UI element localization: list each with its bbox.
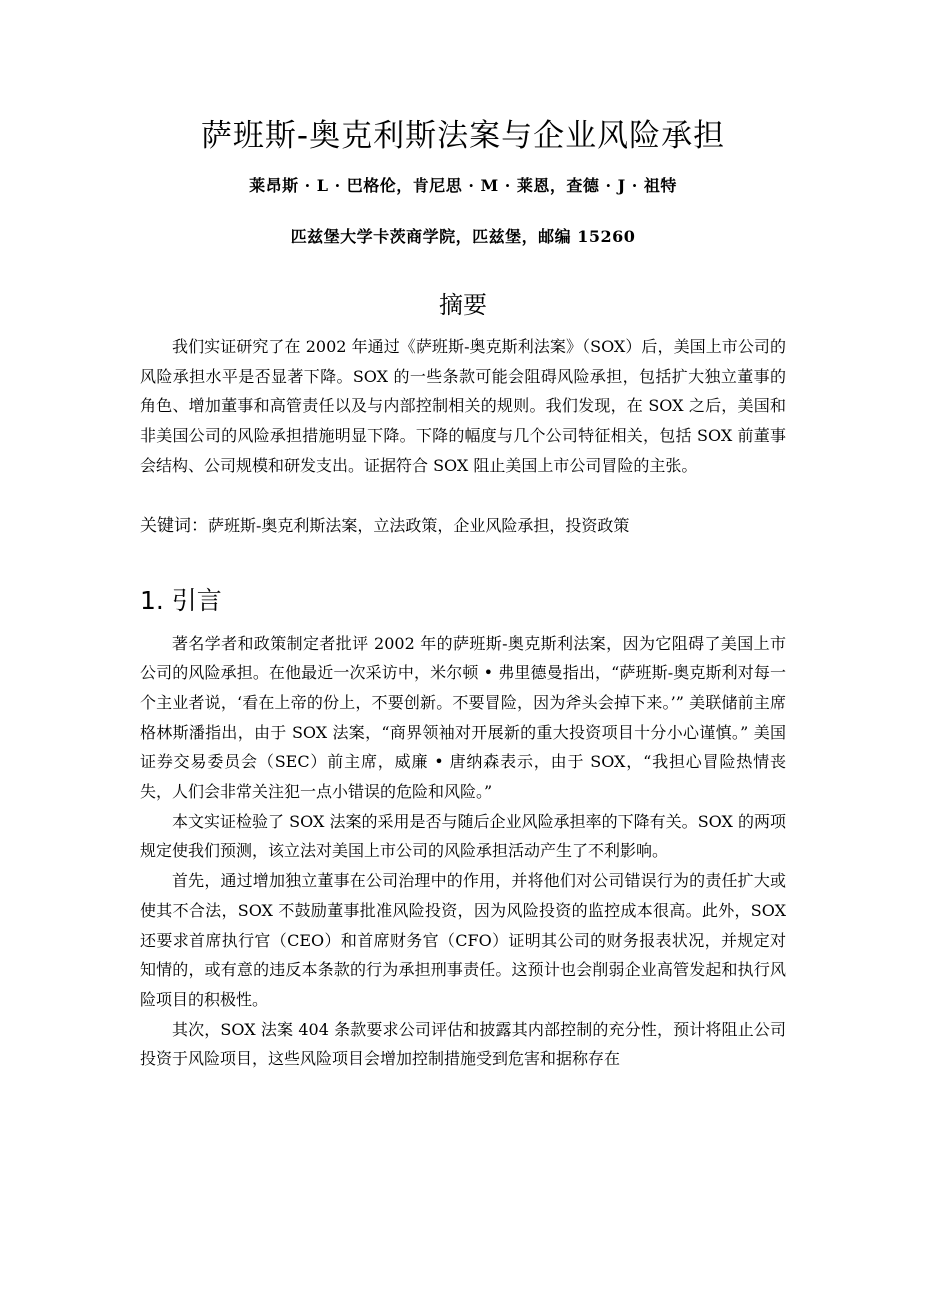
keywords-text: 萨班斯-奥克利斯法案，立法政策，企业风险承担，投资政策: [208, 515, 630, 535]
abstract-heading: 摘要: [439, 291, 487, 319]
affiliation: 匹兹堡大学卡茨商学院，匹兹堡，邮编 15260: [290, 227, 636, 246]
intro-paragraph: 本文实证检验了 SOX 法案的采用是否与随后企业风险承担率的下降有关。SOX 的两项规定使我们预测，该立法对美国上市公司的风险承担活动产生了不利影响。: [140, 811, 786, 861]
keywords-line: [140, 511, 786, 541]
paper-page: [140, 110, 786, 1074]
paper-title: 萨班斯-奥克利斯法案与企业风险承担: [200, 118, 726, 154]
abstract-text: 我们实证研究了在 2002 年通过《萨班斯-奥克斯利法案》（SOX）后，美国上市公司的风险承担水平是否显著下降。SOX 的一些条款可能会阻碍风险承担，包括扩大独立董事的角色、增加董事和高管责任以及与内部控制相关的规则。我们发现，在 SOX 之后，美国和非美国公司的风险承担措施明显下降。下降的幅度与几个公司特征相关，包括 SOX 前董事会结构、公司规模和研发支出。证据符合 SOX 阻止美国上市公司冒险的主张。: [140, 337, 786, 475]
author-list: 莱昂斯 · L · 巴格伦，肯尼思 · M · 莱恩，查德 · J · 祖特: [249, 176, 677, 195]
intro-paragraph: 其次，SOX 法案 404 条款要求公司评估和披露其内部控制的充分性，预计将阻止公司投资于风险项目，这些风险项目会增加控制措施受到危害和据称存在: [140, 1019, 786, 1069]
intro-paragraph: 著名学者和政策制定者批评 2002 年的萨班斯-奥克斯利法案，因为它阻碍了美国上市公司的风险承担。在他最近一次采访中，米尔顿 • 弗里德曼指出，“萨班斯-奥克斯利对每一个主业者说，‘看在上帝的份上，不要创新。不要冒险，因为斧头会掉下来。’” 美联储前主席格林斯潘指出，由于 SOX 法案，“商界领袖对开展新的重大投资项目十分小心谨慎。” 美国证券交易委员会（SEC）前主席，威廉 • 唐纳森表示，由于 SOX，“我担心冒险热情丧失，人们会非常关注犯一点小错误的危险和风险。”: [140, 633, 786, 802]
section-heading-introduction: 1. 引言: [140, 585, 222, 615]
keywords-label: 关键词：: [140, 515, 208, 536]
intro-paragraph: 首先，通过增加独立董事在公司治理中的作用，并将他们对公司错误行为的责任扩大或使其不合法，SOX 不鼓励董事批准风险投资，因为风险投资的监控成本很高。此外，SOX 还要求首席执行官（CEO）和首席财务官（CFO）证明其公司的财务报表状况，并规定对知情的，或有意的违反本条款的行为承担刑事责任。这预计也会削弱企业高管发起和执行风险项目的积极性。: [140, 871, 786, 1009]
